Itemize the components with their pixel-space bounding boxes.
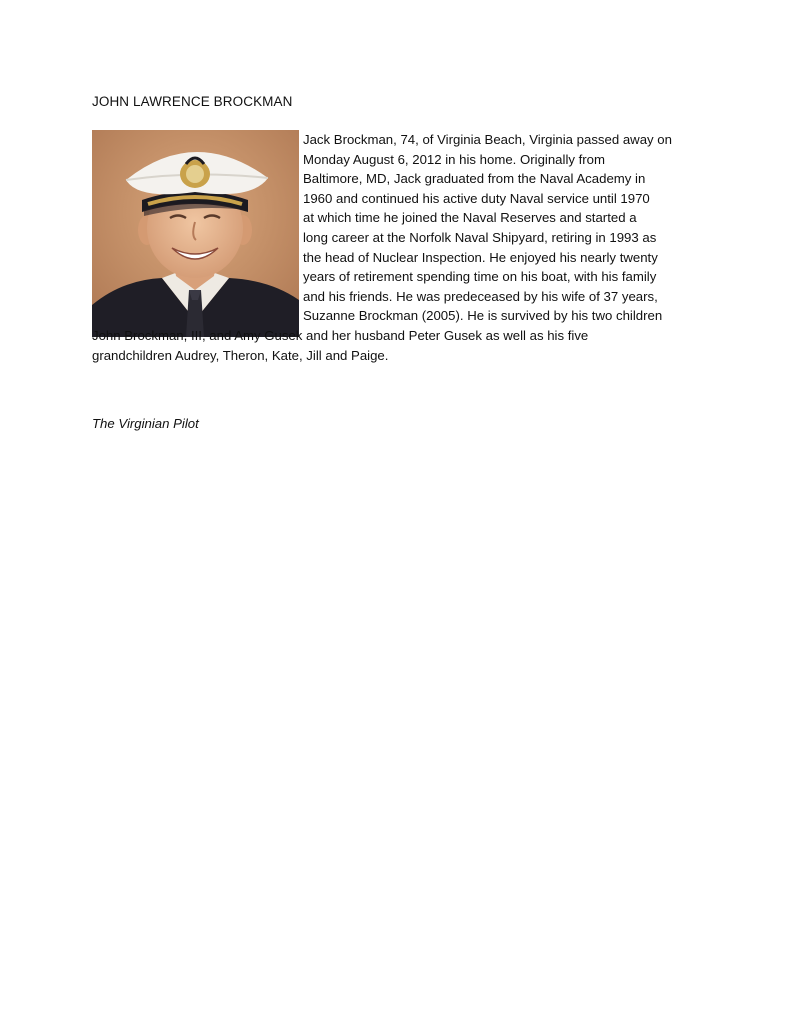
obituary-body bbox=[92, 130, 702, 365]
body-line: Baltimore, MD, Jack graduated from the Naval Academy in bbox=[303, 171, 646, 187]
body-line: at which time he joined the Naval Reserves and started a bbox=[303, 210, 637, 226]
body-line: years of retirement spending time on his boat, with his family bbox=[303, 269, 657, 285]
obituary-heading: JOHN LAWRENCE BROCKMAN bbox=[92, 94, 293, 109]
body-line: grandchildren Audrey, Theron, Kate, Jill and Paige. bbox=[92, 347, 389, 363]
body-line: Monday August 6, 2012 in his home. Originally from bbox=[303, 151, 606, 167]
body-line: the head of Nuclear Inspection. He enjoyed his nearly twenty bbox=[303, 249, 658, 265]
body-line: John Brockman, III, and Amy Gusek and her husband Peter Gusek as well as his five bbox=[92, 327, 589, 343]
body-line: Jack Brockman, 74, of Virginia Beach, Virginia passed away on bbox=[303, 132, 672, 147]
body-line: 1960 and continued his active duty Naval service until 1970 bbox=[303, 190, 650, 206]
body-line: Suzanne Brockman (2005). He is survived by his two children bbox=[303, 308, 663, 324]
source-attribution: The Virginian Pilot bbox=[92, 416, 199, 431]
body-line: long career at the Norfolk Naval Shipyard, retiring in 1993 as bbox=[303, 229, 657, 245]
body-line: and his friends. He was predeceased by his wife of 37 years, bbox=[303, 288, 658, 304]
